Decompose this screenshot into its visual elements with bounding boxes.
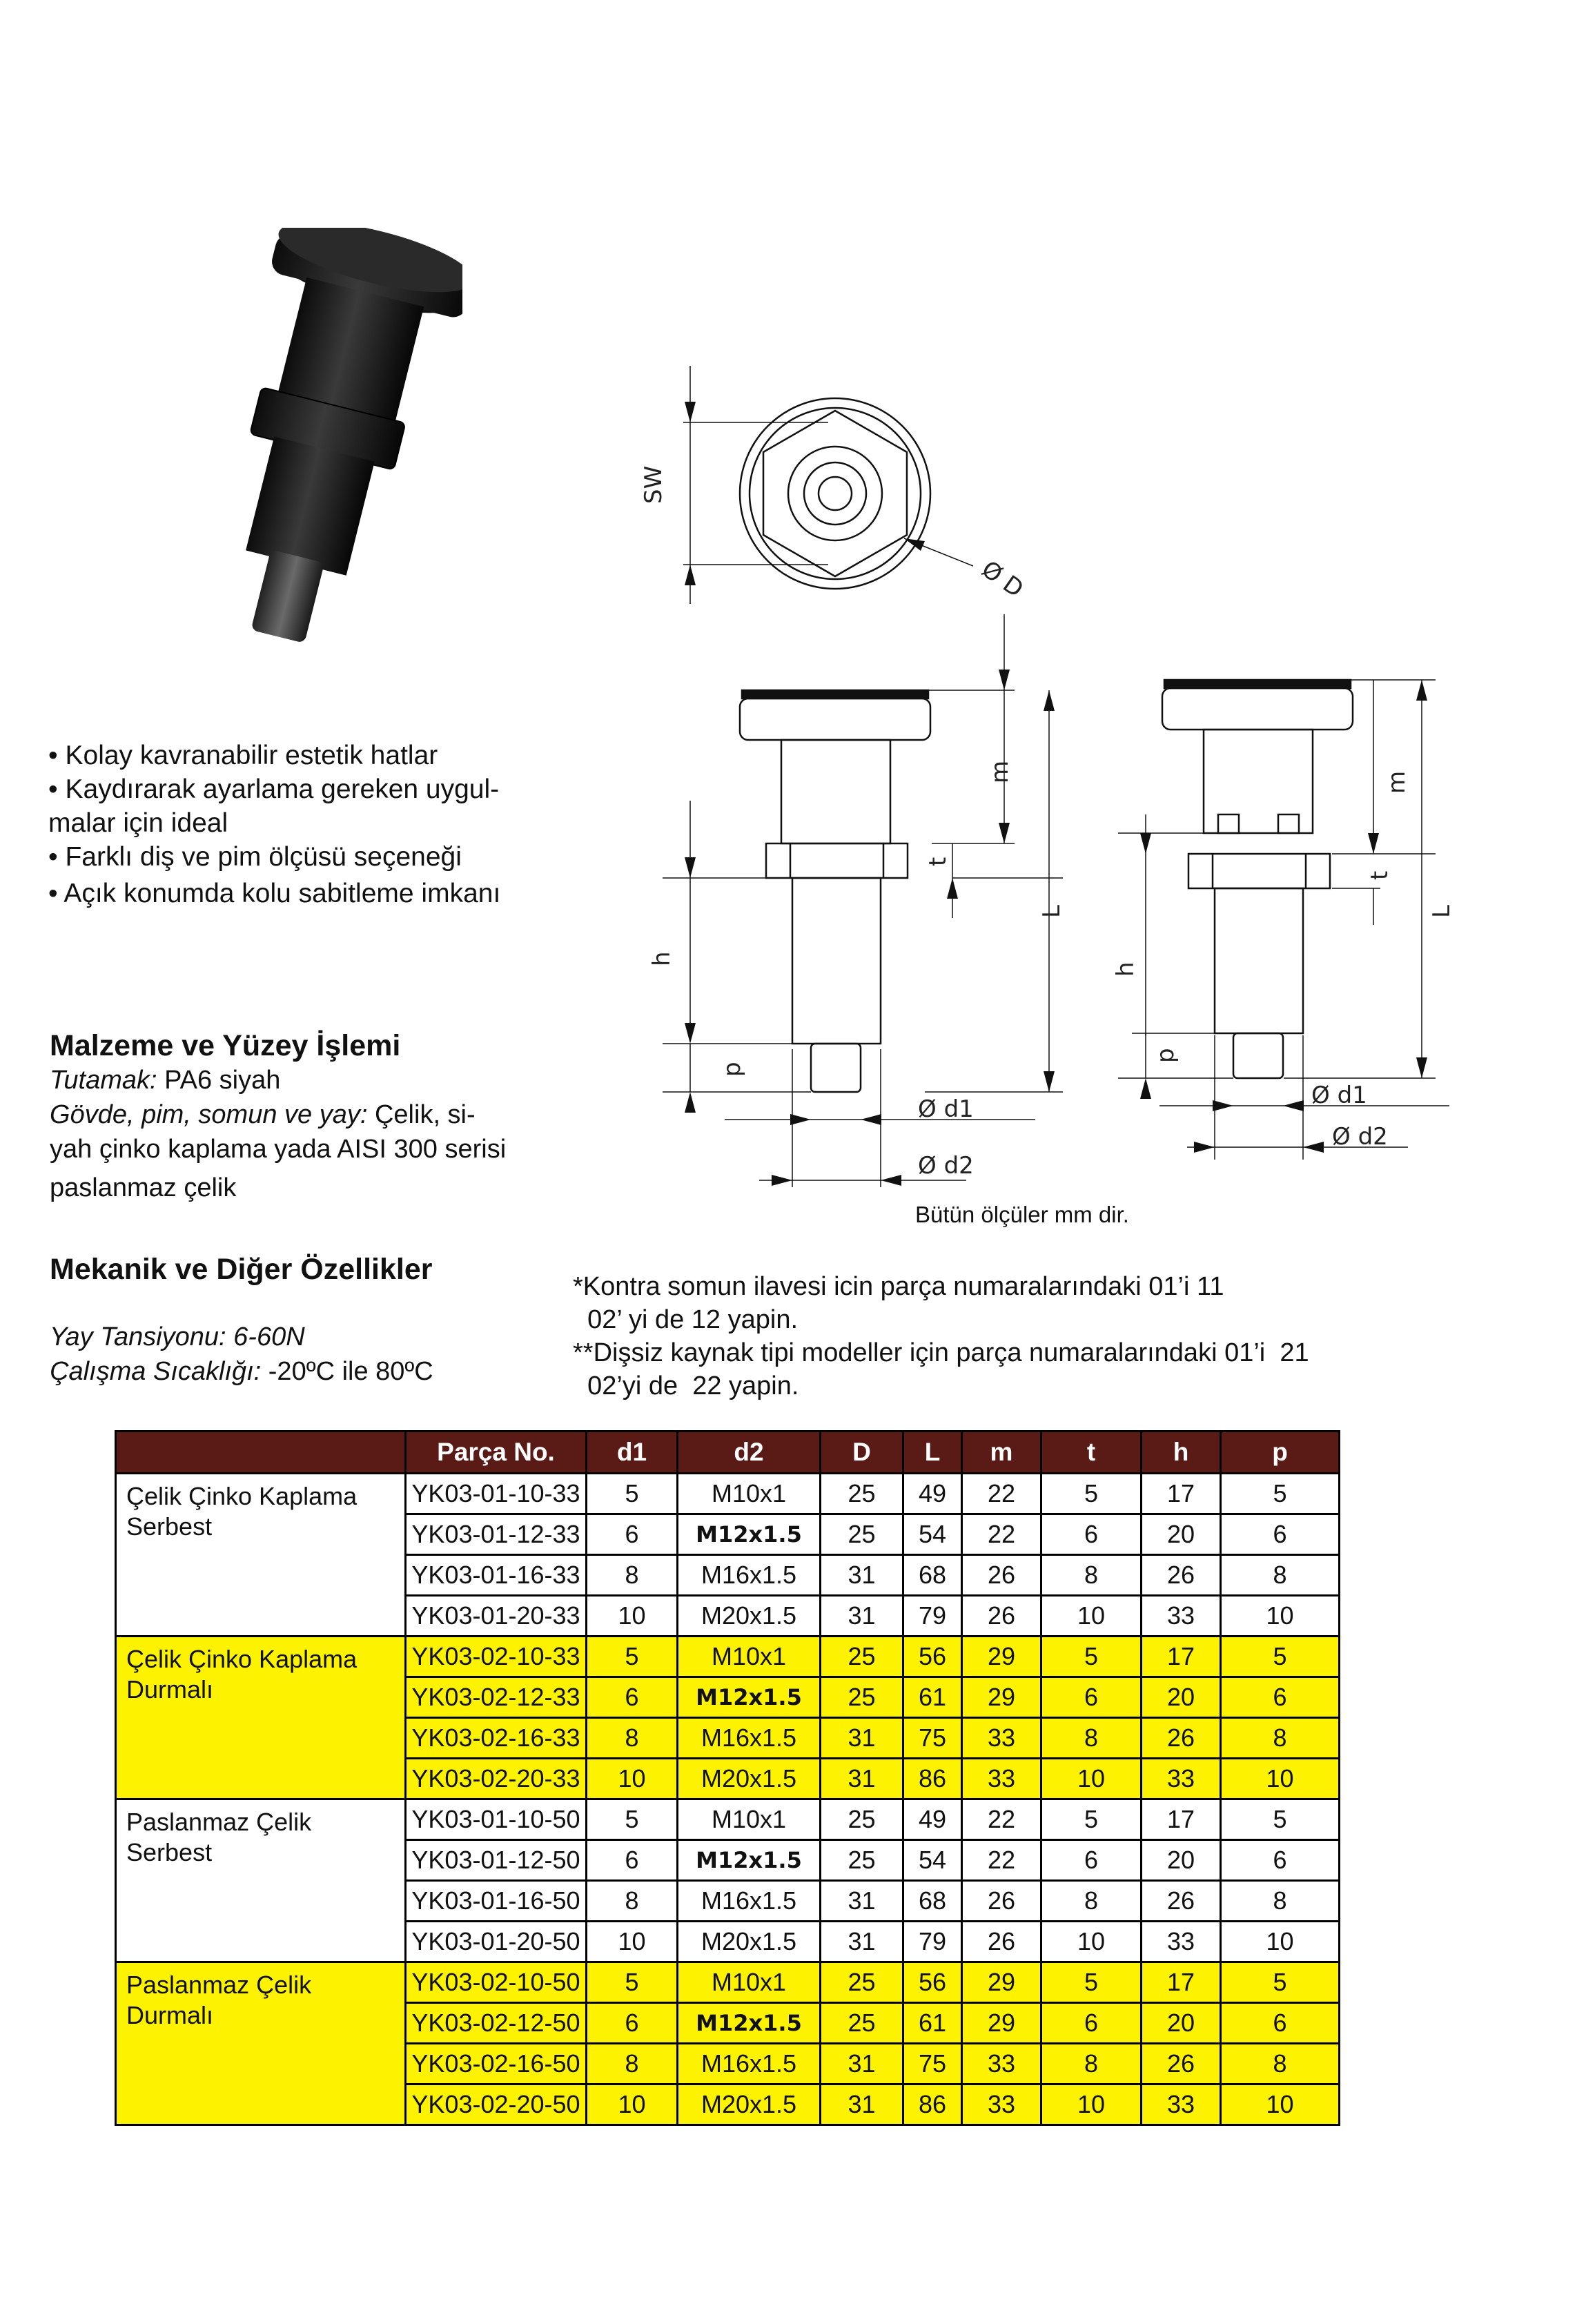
cell-t: 10 (1041, 2084, 1142, 2125)
cell-d1: 5 (587, 1799, 678, 1840)
cell-p: 5 (1221, 1962, 1340, 2003)
cell-d2: M16x1.5 (678, 1718, 821, 1759)
cell-m: 33 (962, 2084, 1041, 2125)
t-label: t (1366, 870, 1393, 880)
feature-item: • Farklı diş ve pim ölçüsü seçeneği (48, 842, 462, 872)
cell-p: 6 (1221, 1514, 1340, 1555)
material-title: Malzeme ve Yüzey İşlemi (50, 1029, 401, 1062)
cell-D: 31 (821, 1759, 903, 1799)
group-name-line: Serbest (126, 1838, 213, 1866)
cell-t: 6 (1041, 1840, 1142, 1881)
cell-p: 8 (1221, 1881, 1340, 1922)
cell-d1: 8 (587, 1718, 678, 1759)
cell-d1: 10 (587, 1922, 678, 1962)
cell-L: 86 (903, 1759, 962, 1799)
cell-D: 31 (821, 1718, 903, 1759)
cell-part-no: YK03-01-12-33 (406, 1514, 587, 1555)
note-line: **Dişsiz kaynak tipi modeller için parça numaralarındaki 01’i 21 (573, 1338, 1309, 1367)
header-d2: d2 (678, 1432, 821, 1474)
table-row (116, 1474, 1340, 1514)
cell-part-no: YK03-01-20-33 (406, 1596, 587, 1637)
cell-d1: 5 (587, 1637, 678, 1677)
table-row (116, 1799, 1340, 1840)
cell-t: 6 (1041, 1514, 1142, 1555)
cell-p: 8 (1221, 1555, 1340, 1596)
cell-p: 5 (1221, 1474, 1340, 1514)
t-label: t (924, 857, 952, 866)
d1-label: Ø d1 (1311, 1082, 1367, 1109)
header-D: D (821, 1432, 903, 1474)
cell-t: 10 (1041, 1759, 1142, 1799)
material-section (50, 1028, 574, 1205)
d1-label: Ø d1 (918, 1095, 974, 1123)
cell-p: 6 (1221, 1677, 1340, 1718)
m-label: m (986, 760, 1014, 783)
l-label: L (1428, 905, 1456, 918)
cell-h: 20 (1142, 1677, 1221, 1718)
cell-D: 25 (821, 1514, 903, 1555)
cell-m: 22 (962, 1840, 1041, 1881)
table-header-row (116, 1432, 1340, 1474)
cell-d2: M12x1.5 (678, 2003, 821, 2044)
d2-label: Ø d2 (918, 1152, 974, 1180)
cell-part-no: YK03-02-12-50 (406, 2003, 587, 2044)
cell-D: 25 (821, 1840, 903, 1881)
group-name-line: Çelik Çinko Kaplama (126, 1645, 358, 1673)
header-p: p (1221, 1432, 1340, 1474)
cell-m: 29 (962, 1637, 1041, 1677)
temp-label: Çalışma Sıcaklığı: (50, 1357, 262, 1386)
cell-L: 49 (903, 1474, 962, 1514)
parts-table (115, 1430, 1340, 2126)
cell-m: 33 (962, 1759, 1041, 1799)
cell-m: 29 (962, 1677, 1041, 1718)
cell-p: 6 (1221, 2003, 1340, 2044)
cell-h: 33 (1142, 1596, 1221, 1637)
cell-t: 5 (1041, 1474, 1142, 1514)
cell-D: 31 (821, 1881, 903, 1922)
cell-L: 68 (903, 1881, 962, 1922)
group-name-line: Serbest (126, 1512, 213, 1541)
cell-d1: 6 (587, 1514, 678, 1555)
group-name-line: Durmalı (126, 2001, 214, 2029)
cell-part-no: YK03-01-10-50 (406, 1799, 587, 1840)
body-value: Çelik, si- (367, 1100, 476, 1129)
cell-part-no: YK03-02-20-33 (406, 1759, 587, 1799)
cell-part-no: YK03-01-16-33 (406, 1555, 587, 1596)
body-value: yah çinko kaplama yada AISI 300 serisi (50, 1135, 507, 1164)
group-name-line: Paslanmaz Çelik (126, 1808, 312, 1836)
cell-d1: 6 (587, 1677, 678, 1718)
cell-D: 25 (821, 1962, 903, 2003)
cell-m: 22 (962, 1514, 1041, 1555)
cell-L: 56 (903, 1962, 962, 2003)
group-label (116, 1474, 406, 1637)
cell-p: 10 (1221, 1759, 1340, 1799)
p-label: p (1152, 1048, 1179, 1063)
mechanical-section (50, 1320, 433, 1389)
cell-part-no: YK03-01-12-50 (406, 1840, 587, 1881)
feature-item: • Kaydırarak ayarlama gereken uygul- (48, 774, 500, 804)
cell-m: 33 (962, 2044, 1041, 2084)
cell-m: 22 (962, 1799, 1041, 1840)
cell-t: 5 (1041, 1799, 1142, 1840)
cell-part-no: YK03-02-16-50 (406, 2044, 587, 2084)
cell-d1: 8 (587, 2044, 678, 2084)
cell-h: 26 (1142, 1555, 1221, 1596)
feature-item: • Kolay kavranabilir estetik hatlar (48, 741, 438, 770)
feature-item: • Açık konumda kolu sabitleme imkanı (48, 879, 501, 908)
cell-p: 6 (1221, 1840, 1340, 1881)
cell-d1: 5 (587, 1474, 678, 1514)
cell-L: 61 (903, 1677, 962, 1718)
cell-h: 17 (1142, 1637, 1221, 1677)
cell-m: 29 (962, 1962, 1041, 2003)
cell-h: 17 (1142, 1474, 1221, 1514)
m-label: m (1383, 770, 1411, 794)
cell-d2: M12x1.5 (678, 1840, 821, 1881)
group-name-line: Paslanmaz Çelik (126, 1971, 312, 1999)
table-row (116, 1637, 1340, 1677)
cell-d1: 10 (587, 2084, 678, 2125)
cell-t: 6 (1041, 2003, 1142, 2044)
group-label (116, 1637, 406, 1799)
cell-p: 5 (1221, 1799, 1340, 1840)
cell-L: 49 (903, 1799, 962, 1840)
cell-d2: M10x1 (678, 1474, 821, 1514)
cell-d2: M10x1 (678, 1637, 821, 1677)
cell-d2: M20x1.5 (678, 1596, 821, 1637)
group-label (116, 1799, 406, 1962)
cell-d2: M20x1.5 (678, 1922, 821, 1962)
body-label: Gövde, pim, somun ve yay: (50, 1100, 368, 1129)
cell-part-no: YK03-02-16-33 (406, 1718, 587, 1759)
cell-L: 54 (903, 1514, 962, 1555)
temp-value: -20ºC ile 80ºC (261, 1357, 433, 1386)
cell-h: 26 (1142, 1881, 1221, 1922)
cell-L: 54 (903, 1840, 962, 1881)
cell-part-no: YK03-01-20-50 (406, 1922, 587, 1962)
group-label (116, 1962, 406, 2125)
header-t: t (1041, 1432, 1142, 1474)
cell-d2: M12x1.5 (678, 1677, 821, 1718)
group-name-line: Durmalı (126, 1675, 214, 1703)
header-part-no: Parça No. (406, 1432, 587, 1474)
units-note: Bütün ölçüler mm dir. (915, 1202, 1129, 1227)
cell-d2: M10x1 (678, 1799, 821, 1840)
cell-d1: 10 (587, 1759, 678, 1799)
cell-D: 25 (821, 1799, 903, 1840)
cell-d1: 5 (587, 1962, 678, 2003)
cell-part-no: YK03-02-12-33 (406, 1677, 587, 1718)
cell-L: 86 (903, 2084, 962, 2125)
front-view-locking (1162, 680, 1353, 1078)
cell-p: 8 (1221, 1718, 1340, 1759)
cell-m: 26 (962, 1881, 1041, 1922)
cell-d1: 10 (587, 1596, 678, 1637)
od-label: Ø D (976, 555, 1029, 603)
spring-label: Yay Tansiyonu: 6-60N (50, 1322, 305, 1351)
cell-D: 25 (821, 1474, 903, 1514)
cell-d2: M10x1 (678, 1962, 821, 2003)
note-line: 02’yi de 22 yapin. (573, 1371, 799, 1400)
cell-d1: 6 (587, 2003, 678, 2044)
cell-L: 61 (903, 2003, 962, 2044)
l-label: L (1038, 905, 1066, 918)
cell-part-no: YK03-02-20-50 (406, 2084, 587, 2125)
cell-D: 31 (821, 1555, 903, 1596)
cell-h: 17 (1142, 1799, 1221, 1840)
d2-label: Ø d2 (1332, 1123, 1388, 1151)
cell-t: 8 (1041, 1555, 1142, 1596)
cell-D: 25 (821, 1637, 903, 1677)
top-view (683, 366, 973, 604)
cell-p: 10 (1221, 1922, 1340, 1962)
cell-p: 10 (1221, 2084, 1340, 2125)
cell-h: 20 (1142, 1514, 1221, 1555)
cell-t: 5 (1041, 1637, 1142, 1677)
cell-d1: 8 (587, 1555, 678, 1596)
cell-L: 56 (903, 1637, 962, 1677)
cell-p: 8 (1221, 2044, 1340, 2084)
handle-value: PA6 siyah (157, 1066, 281, 1095)
cell-h: 26 (1142, 2044, 1221, 2084)
cell-m: 26 (962, 1922, 1041, 1962)
cell-h: 20 (1142, 2003, 1221, 2044)
cell-t: 8 (1041, 2044, 1142, 2084)
h-label: h (648, 951, 676, 966)
part-number-notes (573, 1270, 1401, 1403)
cell-h: 33 (1142, 1922, 1221, 1962)
h-label: h (1112, 961, 1139, 977)
cell-D: 25 (821, 2003, 903, 2044)
cell-m: 33 (962, 1718, 1041, 1759)
body-value: paslanmaz çelik (50, 1173, 237, 1202)
cell-m: 22 (962, 1474, 1041, 1514)
cell-d1: 6 (587, 1840, 678, 1881)
header-m: m (962, 1432, 1041, 1474)
sw-label: SW (640, 465, 667, 504)
cell-h: 20 (1142, 1840, 1221, 1881)
cell-L: 75 (903, 2044, 962, 2084)
cell-d2: M16x1.5 (678, 1881, 821, 1922)
cell-D: 31 (821, 2084, 903, 2125)
cell-D: 25 (821, 1677, 903, 1718)
cell-d2: M16x1.5 (678, 1555, 821, 1596)
cell-t: 6 (1041, 1677, 1142, 1718)
cell-d2: M12x1.5 (678, 1514, 821, 1555)
table-row (116, 1962, 1340, 2003)
cell-t: 10 (1041, 1596, 1142, 1637)
cell-h: 17 (1142, 1962, 1221, 2003)
cell-t: 5 (1041, 1962, 1142, 2003)
cell-t: 10 (1041, 1922, 1142, 1962)
cell-d2: M20x1.5 (678, 1759, 821, 1799)
cell-D: 31 (821, 1922, 903, 1962)
cell-m: 29 (962, 2003, 1041, 2044)
cell-h: 33 (1142, 2084, 1221, 2125)
cell-p: 10 (1221, 1596, 1340, 1637)
cell-part-no: YK03-01-10-33 (406, 1474, 587, 1514)
front-view-free (740, 690, 930, 1092)
header-h: h (1142, 1432, 1221, 1474)
note-line: 02’ yi de 12 yapin. (573, 1305, 799, 1334)
handle-label: Tutamak: (50, 1066, 157, 1095)
cell-part-no: YK03-02-10-33 (406, 1637, 587, 1677)
cell-D: 31 (821, 1596, 903, 1637)
cell-t: 8 (1041, 1881, 1142, 1922)
technical-drawing (621, 345, 1470, 1201)
cell-L: 68 (903, 1555, 962, 1596)
group-name-line: Çelik Çinko Kaplama (126, 1482, 358, 1510)
cell-L: 79 (903, 1922, 962, 1962)
cell-h: 26 (1142, 1718, 1221, 1759)
cell-part-no: YK03-01-16-50 (406, 1881, 587, 1922)
product-image (186, 228, 462, 711)
cell-m: 26 (962, 1555, 1041, 1596)
feature-list (48, 739, 545, 910)
cell-d2: M16x1.5 (678, 2044, 821, 2084)
cell-part-no: YK03-02-10-50 (406, 1962, 587, 2003)
cell-p: 5 (1221, 1637, 1340, 1677)
cell-h: 33 (1142, 1759, 1221, 1799)
mechanical-title: Mekanik ve Diğer Özellikler (50, 1253, 433, 1286)
feature-item: malar için ideal (48, 808, 228, 838)
cell-d2: M20x1.5 (678, 2084, 821, 2125)
cell-m: 26 (962, 1596, 1041, 1637)
p-label: p (718, 1062, 746, 1077)
header-blank (116, 1432, 406, 1474)
header-L: L (903, 1432, 962, 1474)
header-d1: d1 (587, 1432, 678, 1474)
cell-L: 75 (903, 1718, 962, 1759)
cell-D: 31 (821, 2044, 903, 2084)
cell-t: 8 (1041, 1718, 1142, 1759)
cell-d1: 8 (587, 1881, 678, 1922)
cell-L: 79 (903, 1596, 962, 1637)
note-line: *Kontra somun ilavesi icin parça numaralarındaki 01’i 11 (573, 1272, 1224, 1301)
